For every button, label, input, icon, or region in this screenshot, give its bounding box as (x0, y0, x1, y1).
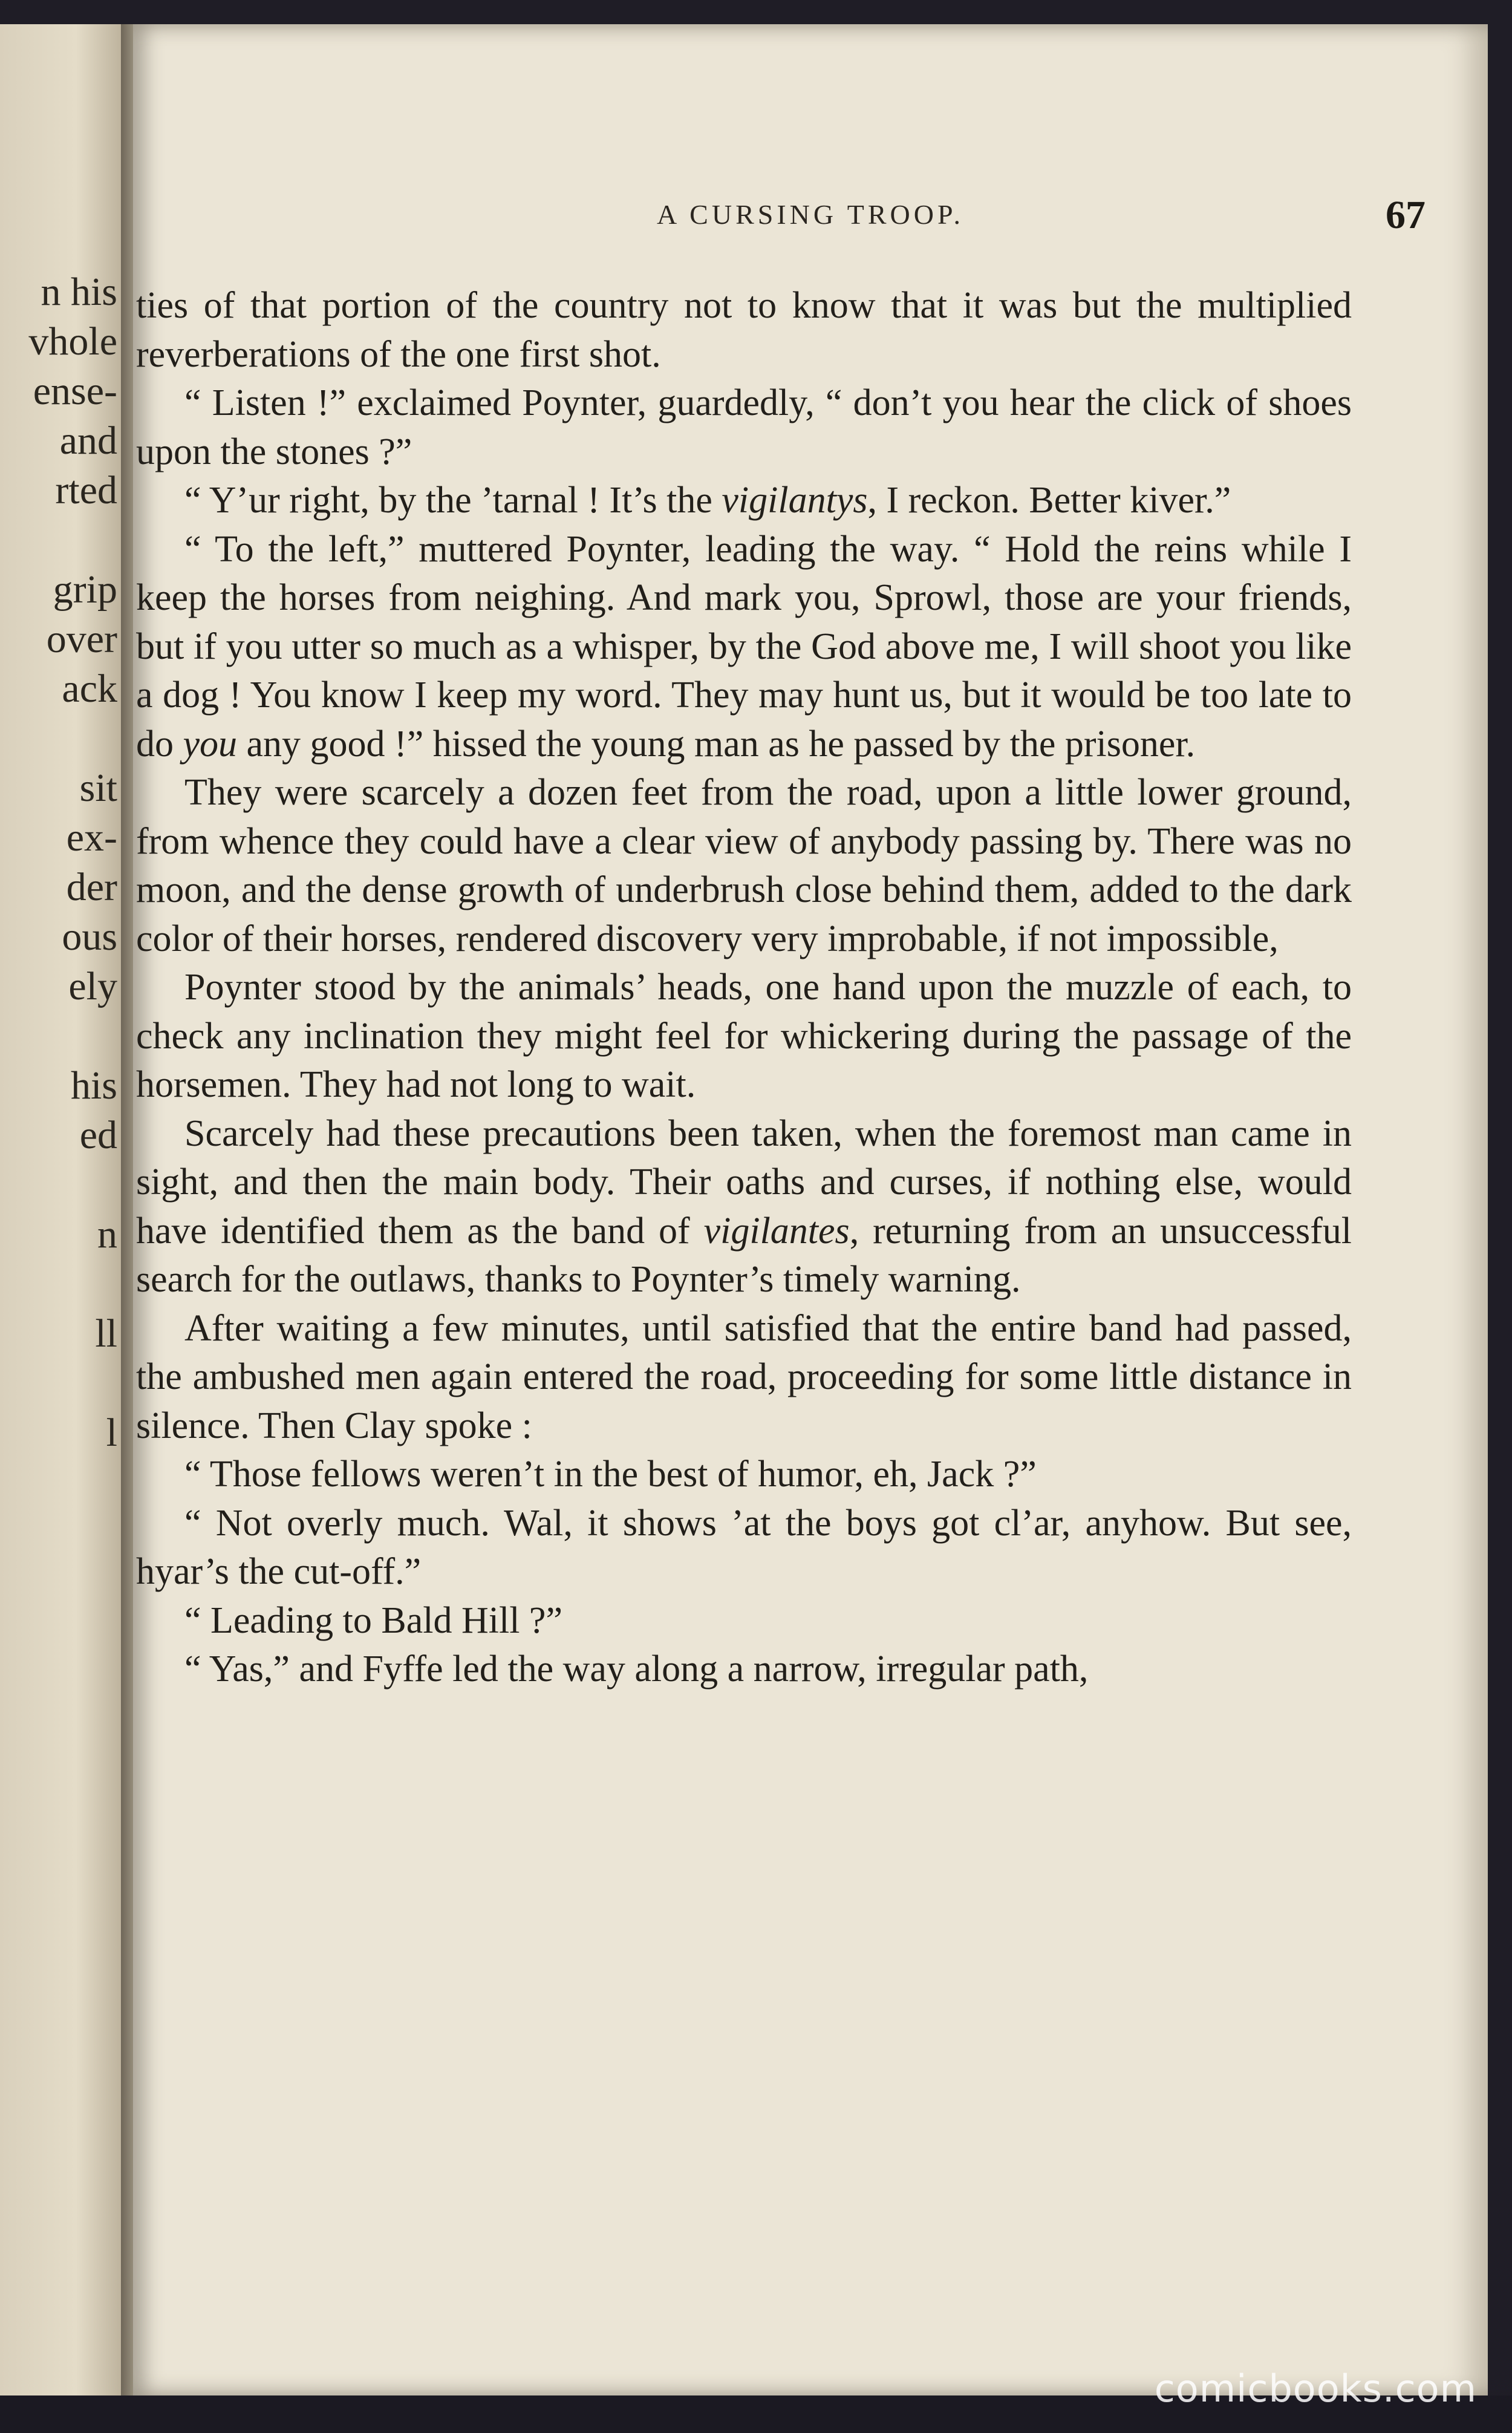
paragraph (136, 525, 1352, 769)
prev-page-fragment: der (66, 865, 117, 909)
prev-page-fragment: l (106, 1411, 117, 1455)
text-run: , returning from an unsuccessful search for the outlaws, thanks to Poynter’s timely warning. (136, 1210, 1352, 1300)
paragraph: Poynter stood by the animals’ heads, one hand upon the muzzle of each, to check any inclination they might feel for whickering during the passage of the horsemen. They had not long to wait. (136, 967, 1352, 1105)
paragraph: They were scarcely a dozen feet from the road, upon a little lower ground, from whence they could have a clear view of anybody passing by. There was no moon, and the dense growth of underbrush close behind them, added to the dark color of their horses, rendered discovery very improbable, if not impossible, (136, 772, 1352, 959)
paragraph: “ Listen !” exclaimed Poynter, guardedly, “ don’t you hear the click of shoes upon the stones ?” (136, 382, 1352, 472)
paragraph (136, 476, 1352, 525)
paragraph: ties of that portion of the country not to know that it was but the multiplied reverberations of the one first shot. (136, 285, 1352, 375)
prev-page-fragment: ely (68, 964, 117, 1008)
italic-word: vigilantes (703, 1210, 850, 1252)
paragraph: “ Those fellows weren’t in the best of humor, eh, Jack ?” (184, 1454, 1037, 1495)
prev-page-fragment: sit (79, 766, 117, 810)
prev-page-fragment: rted (55, 468, 117, 512)
book-page (133, 24, 1488, 2395)
prev-page-fragment: grip (53, 567, 117, 612)
previous-page (0, 24, 127, 2395)
text-run: Scarcely had these precautions been taken, when the foremost man came in sight, and then the main body. Their oaths and curses, if nothing else, would have identified them as the band of (136, 1112, 1352, 1252)
prev-page-fragment: ack (62, 667, 117, 711)
running-title: A CURSING TROOP. (657, 199, 964, 230)
prev-page-fragment: his (70, 1063, 117, 1108)
prev-page-fragment: vhole (28, 319, 117, 364)
prev-page-fragment: ed (79, 1113, 117, 1157)
paragraph (136, 1109, 1352, 1304)
page-number: 67 (1386, 193, 1426, 237)
prev-page-fragment: n (97, 1212, 117, 1256)
page-header (133, 192, 1488, 241)
italic-word: you (183, 723, 238, 765)
prev-page-fragment: n his (41, 270, 117, 314)
paragraph: “ Not overly much. Wal, it shows ’at the boys got cl’ar, anyhow. But see, hyar’s the cut-off.” (136, 1502, 1352, 1592)
paragraph: After waiting a few minutes, until satisfied that the entire band had passed, the ambushed men again entered the road, proceeding for some little distance in silence. Then Clay spoke : (136, 1307, 1352, 1446)
text-run: , I reckon. Better kiver.” (867, 480, 1231, 521)
paragraph: “ Leading to Bald Hill ?” (184, 1599, 562, 1641)
body-text (136, 281, 1352, 1694)
text-run: “ To the left,” muttered Poynter, leading the way. “ Hold the reins while I keep the horses from neighing. And mark you, Sprowl, those are your friends, but if you utter so much as a whisper, by the God above me, I will shoot you like a dog ! You know I keep my word. They may hunt us, but it would be too late to do (136, 528, 1352, 765)
prev-page-fragment: and (59, 419, 117, 463)
prev-page-fragment: ense- (33, 369, 117, 413)
italic-word: vigilantys (722, 480, 868, 521)
text-run: “ Y’ur right, by the ’tarnal ! It’s the (184, 480, 722, 521)
prev-page-fragment: ous (62, 915, 117, 959)
prev-page-fragment: over (46, 617, 117, 661)
watermark: comicbooks.com (1154, 2366, 1477, 2411)
text-run: any good !” hissed the young man as he passed by the prisoner. (237, 723, 1196, 765)
paragraph: “ Yas,” and Fyffe led the way along a narrow, irregular path, (184, 1648, 1089, 1690)
prev-page-fragment: ll (95, 1311, 117, 1356)
prev-page-fragment: ex- (66, 815, 117, 860)
